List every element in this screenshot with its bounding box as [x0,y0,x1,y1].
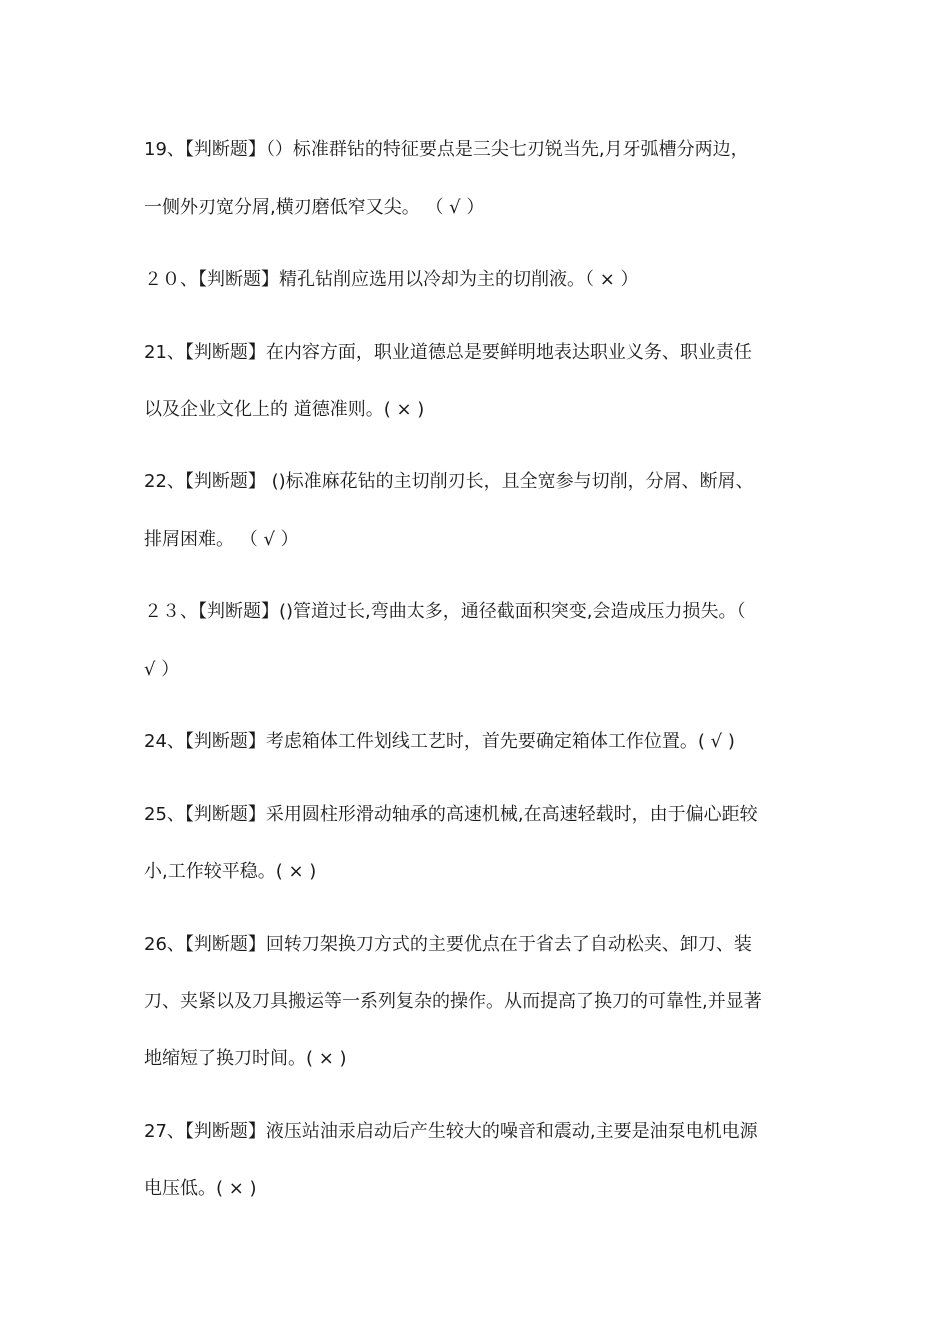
question-22-line-1: 22、【判断题】 ()标准麻花钻的主切削刃长，且全宽参与切削，分屑、断屑、 [144,471,754,492]
question-19-line-2: 一侧外刃宽分屑,横刃磨低窄又尖。 （ √ ） [144,197,485,218]
question-23-line-2: √ ） [144,659,180,680]
question-26-line-3: 地缩短了换刀时间。( × ) [144,1048,347,1069]
question-20-line-1: ２０、【判断题】精孔钻削应选用以冷却为主的切削液。（ × ） [144,269,639,290]
question-21-line-2: 以及企业文化上的 道德准则。( × ) [144,399,425,420]
question-24-line-1: 24、【判断题】考虑箱体工件划线工艺时，首先要确定箱体工作位置。( √ ) [144,731,735,752]
question-27-line-2: 电压低。( × ) [144,1178,257,1199]
question-27-line-1: 27、【判断题】液压站油汞启动后产生较大的噪音和震动,主要是油泵电机电源 [144,1121,758,1142]
question-22-line-2: 排屑困难。 （ √ ） [144,529,299,550]
question-19-line-1: 19、【判断题】（）标准群钻的特征要点是三尖七刃锐当先,月牙弧槽分两边， [144,139,749,160]
question-21-line-1: 21、【判断题】在内容方面，职业道德总是要鲜明地表达职业义务、职业责任 [144,342,752,363]
question-26-line-2: 刀、夹紧以及刀具搬运等一系列复杂的操作。从而提高了换刀的可靠性,并显著 [144,991,762,1012]
question-23-line-1: ２３、【判断题】()管道过长,弯曲太多，通径截面积突变,会造成压力损失。（ [144,601,746,622]
question-26-line-1: 26、【判断题】回转刀架换刀方式的主要优点在于省去了自动松夹、卸刀、装 [144,934,752,955]
question-25-line-1: 25、【判断题】采用圆柱形滑动轴承的高速机械,在高速轻载时，由于偏心距较 [144,804,758,825]
question-25-line-2: 小,工作较平稳。( × ) [144,861,317,882]
